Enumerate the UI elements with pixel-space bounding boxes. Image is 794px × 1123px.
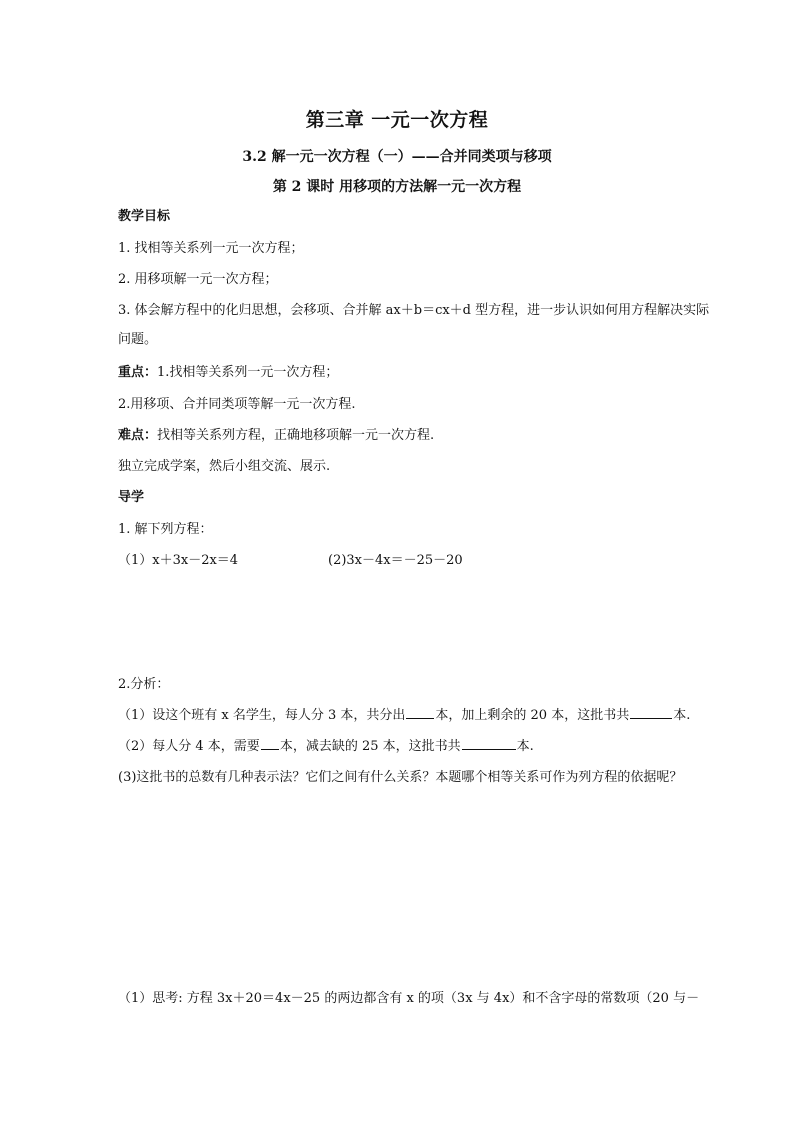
key-points-label: 重点： [118, 365, 158, 380]
objective-item-2: 2. 用移项解一元一次方程； [118, 272, 278, 287]
difficulty [118, 427, 718, 445]
section-title: 3.2 解一元一次方程（一）——合并同类项与移项 [242, 149, 552, 165]
objectives-heading: 教学目标 [118, 209, 171, 224]
key-points-text: 1.找相等关系列一元一次方程； [157, 365, 339, 380]
analysis-1-text-b: 本，加上剩余的 20 本，这批书共 [435, 708, 630, 723]
analysis-2-text-a: （2）每人分 4 本，需要 [118, 739, 260, 754]
question-2: 2.分析： [118, 677, 170, 692]
answer-blank-3[interactable] [261, 737, 279, 750]
think-question: （1）思考: 方程 3x＋20＝4x－25 的两边都含有 x 的项（3x 与 4x）和不含字母的常数项（20 与－ [118, 991, 700, 1006]
equation-1: （1）x＋3x－2x＝4 [118, 553, 239, 568]
chapter-title: 第三章 一元一次方程 [305, 109, 489, 131]
method-text: 独立完成学案，然后小组交流、展示. [118, 459, 331, 474]
analysis-2 [118, 737, 718, 756]
key-points [118, 364, 718, 382]
difficulty-text: 找相等关系列方程，正确地移项解一元一次方程. [157, 428, 435, 443]
answer-blank-4[interactable] [462, 737, 516, 750]
analysis-2-text-b: 本，减去缺的 25 本，这批书共 [279, 739, 461, 754]
answer-blank-1[interactable] [406, 706, 434, 719]
guide-heading: 导学 [118, 490, 145, 505]
analysis-1 [118, 706, 718, 725]
answer-blank-2[interactable] [630, 706, 672, 719]
objective-item-3: 3. 体会解方程中的化归思想，会移项、合并解 ax＋b＝cx＋d 型方程，进一步认识如何用方程解决实际问题。 [118, 303, 710, 347]
equation-2: (2)3x－4x＝－25－20 [328, 553, 463, 568]
question-1: 1. 解下列方程： [118, 522, 213, 537]
analysis-3: (3)这批书的总数有几种表示法？它们之间有什么关系？本题哪个相等关系可作为列方程的依据呢？ [118, 770, 683, 785]
difficulty-label: 难点： [118, 428, 158, 443]
objective-item-1: 1. 找相等关系列一元一次方程； [118, 241, 304, 256]
analysis-2-text-c: 本. [516, 739, 534, 754]
analysis-1-text-a: （1）设这个班有 x 名学生，每人分 3 本，共分出 [118, 708, 406, 723]
key-points-line-2: 2.用移项、合并同类项等解一元一次方程. [118, 397, 356, 412]
analysis-1-text-c: 本. [673, 708, 691, 723]
lesson-title: 第 2 课时 用移项的方法解一元一次方程 [272, 179, 522, 195]
